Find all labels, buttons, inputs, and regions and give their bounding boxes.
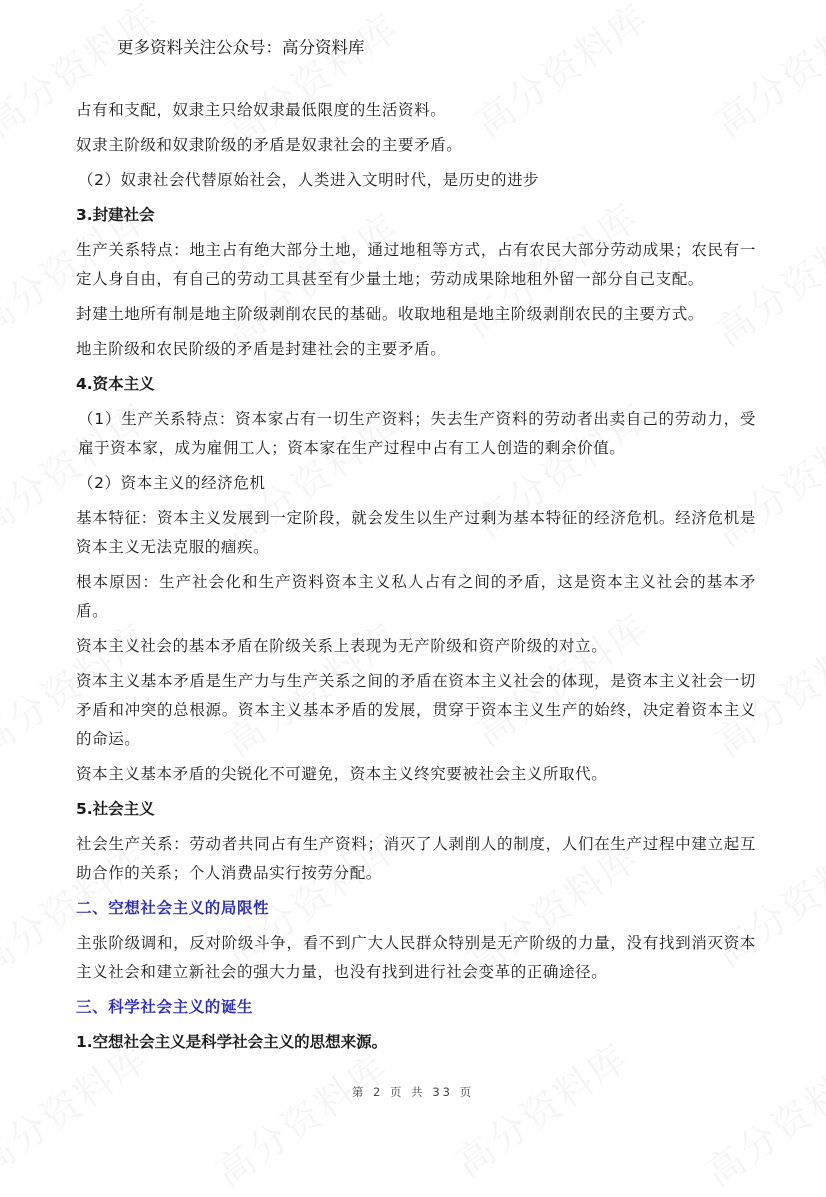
- section-heading: 5.社会主义: [76, 800, 155, 818]
- paragraph: 社会生产关系：劳动者共同占有生产资料；消灭了人剥削人的制度，人们在生产过程中建立起互助合作的关系；个人消费品实行按劳分配。: [76, 835, 756, 882]
- chapter-heading: 二、空想社会主义的局限性: [76, 899, 270, 917]
- page-header: 更多资料关注公众号：高分资料库: [117, 38, 365, 57]
- paragraph: 主张阶级调和，反对阶级斗争，看不到广大人民群众特别是无产阶级的力量，没有找到消灭资本主义社会和建立新社会的强大力量，也没有找到进行社会变革的正确途径。: [76, 934, 756, 981]
- paragraph: 奴隶主阶级和奴隶阶级的矛盾是奴隶社会的主要矛盾。: [76, 136, 463, 154]
- paragraph: （2）奴隶社会代替原始社会，人类进入文明时代，是历史的进步: [78, 171, 540, 189]
- paragraph: 资本主义基本矛盾的尖锐化不可避免，资本主义终究要被社会主义所取代。: [76, 765, 608, 783]
- chapter-heading: 三、科学社会主义的诞生: [76, 998, 254, 1016]
- paragraph: （1）生产关系特点：资本家占有一切生产资料；失去生产资料的劳动者出卖自己的劳动力，受雇于资本家，成为雇佣工人；资本家在生产过程中占有工人创造的剩余价值。: [78, 410, 756, 457]
- section-heading: 4.资本主义: [76, 375, 155, 393]
- paragraph: 占有和支配，奴隶主只给奴隶最低限度的生活资料。: [76, 101, 447, 119]
- paragraph: 地主阶级和农民阶级的矛盾是封建社会的主要矛盾。: [76, 340, 447, 358]
- paragraph: 根本原因：生产社会化和生产资料资本主义私人占有之间的矛盾，这是资本主义社会的基本矛盾。: [76, 573, 756, 620]
- document-body: [76, 96, 756, 1063]
- paragraph: （2）资本主义的经济危机: [78, 474, 266, 492]
- paragraph: 资本主义基本矛盾是生产力与生产关系之间的矛盾在资本主义社会的体现，是资本主义社会一切矛盾和冲突的总根源。资本主义基本矛盾的发展，贯穿于资本主义生产的始终，决定着资本主义的命运。: [76, 672, 756, 748]
- paragraph: 生产关系特点：地主占有绝大部分土地，通过地租等方式，占有农民大部分劳动成果；农民有一定人身自由，有自己的劳动工具甚至有少量土地；劳动成果除地租外留一部分自己支配。: [76, 241, 756, 288]
- page-number: 第 2 页 共 33 页: [351, 1085, 475, 1099]
- section-heading: 3.封建社会: [76, 206, 155, 224]
- paragraph: 封建土地所有制是地主阶级剥削农民的基础。收取地租是地主阶级剥削农民的主要方式。: [76, 305, 704, 323]
- paragraph: 基本特征：资本主义发展到一定阶段，就会发生以生产过剩为基本特征的经济危机。经济危机是资本主义无法克服的痼疾。: [76, 509, 756, 556]
- section-heading: 1.空想社会主义是科学社会主义的思想来源。: [76, 1033, 388, 1051]
- paragraph: 资本主义社会的基本矛盾在阶级关系上表现为无产阶级和资产阶级的对立。: [76, 637, 608, 655]
